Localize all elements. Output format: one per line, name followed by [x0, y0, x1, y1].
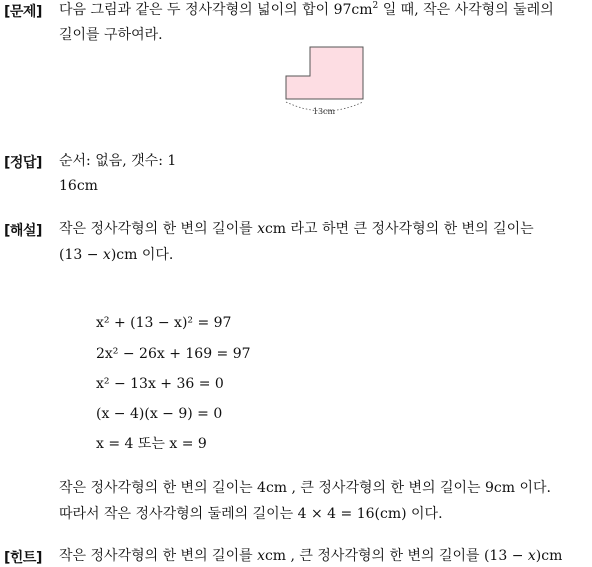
dimension-label: 13cm [312, 107, 336, 116]
problem-text-line1 [59, 1, 554, 19]
hint-variable: x [257, 548, 265, 564]
combined-squares-shape [286, 47, 363, 99]
equation-5: x = 4 또는 x = 9 [96, 436, 207, 452]
problem-superscript: 2 [372, 1, 379, 11]
problem-text-line2: 길이를 구하여라. [59, 27, 163, 43]
answer-value: 16cm [59, 178, 98, 194]
answer-line1: 순서: 없음, 갯수: 1 [59, 153, 177, 169]
solution-text-1a: 작은 정사각형의 한 변의 길이를 [59, 221, 258, 237]
solution-conclusion-2: 따라서 작은 정사각형의 둘레의 길이는 4 × 4 = 16(cm) 이다. [59, 506, 443, 522]
hint-tag: [힌트] [4, 550, 42, 566]
squares-figure [283, 44, 367, 116]
hint-line1 [59, 547, 562, 565]
equation-2: 2x² − 26x + 169 = 97 [96, 346, 251, 362]
solution-text-1b: cm 라고 하면 큰 정사각형의 한 변의 길이는 [264, 221, 534, 237]
equation-1: x² + (13 − x)² = 97 [96, 315, 232, 331]
solution-line2 [59, 246, 173, 264]
solution-conclusion-1: 작은 정사각형의 한 변의 길이는 4cm , 큰 정사각형의 한 변의 길이는 9cm 이다. [59, 480, 551, 496]
solution-variable: x [257, 221, 265, 237]
problem-text-1b: 일 때, 작은 사각형의 둘레의 [378, 2, 554, 18]
solution-text-2b: )cm 이다. [110, 247, 174, 263]
hint-text-a: 작은 정사각형의 한 변의 길이를 [59, 548, 258, 564]
solution-variable-2: x [102, 247, 111, 263]
equation-3: x² − 13x + 36 = 0 [96, 376, 224, 392]
answer-tag: [정답] [4, 155, 42, 171]
problem-text-1a: 다음 그림과 같은 두 정사각형의 넓이의 합이 97cm [59, 2, 373, 18]
hint-text-b: cm , 큰 정사각형의 한 변의 길이를 (13 − [264, 548, 528, 564]
squares-diagram [283, 44, 367, 116]
solution-line1 [59, 220, 534, 238]
hint-variable-2: x [527, 548, 536, 564]
solution-text-2a: (13 − [59, 247, 103, 263]
problem-tag: [문제] [4, 4, 42, 20]
hint-text-c: )cm [535, 548, 563, 564]
equation-4: (x − 4)(x − 9) = 0 [96, 406, 223, 422]
solution-tag: [해설] [4, 223, 42, 239]
